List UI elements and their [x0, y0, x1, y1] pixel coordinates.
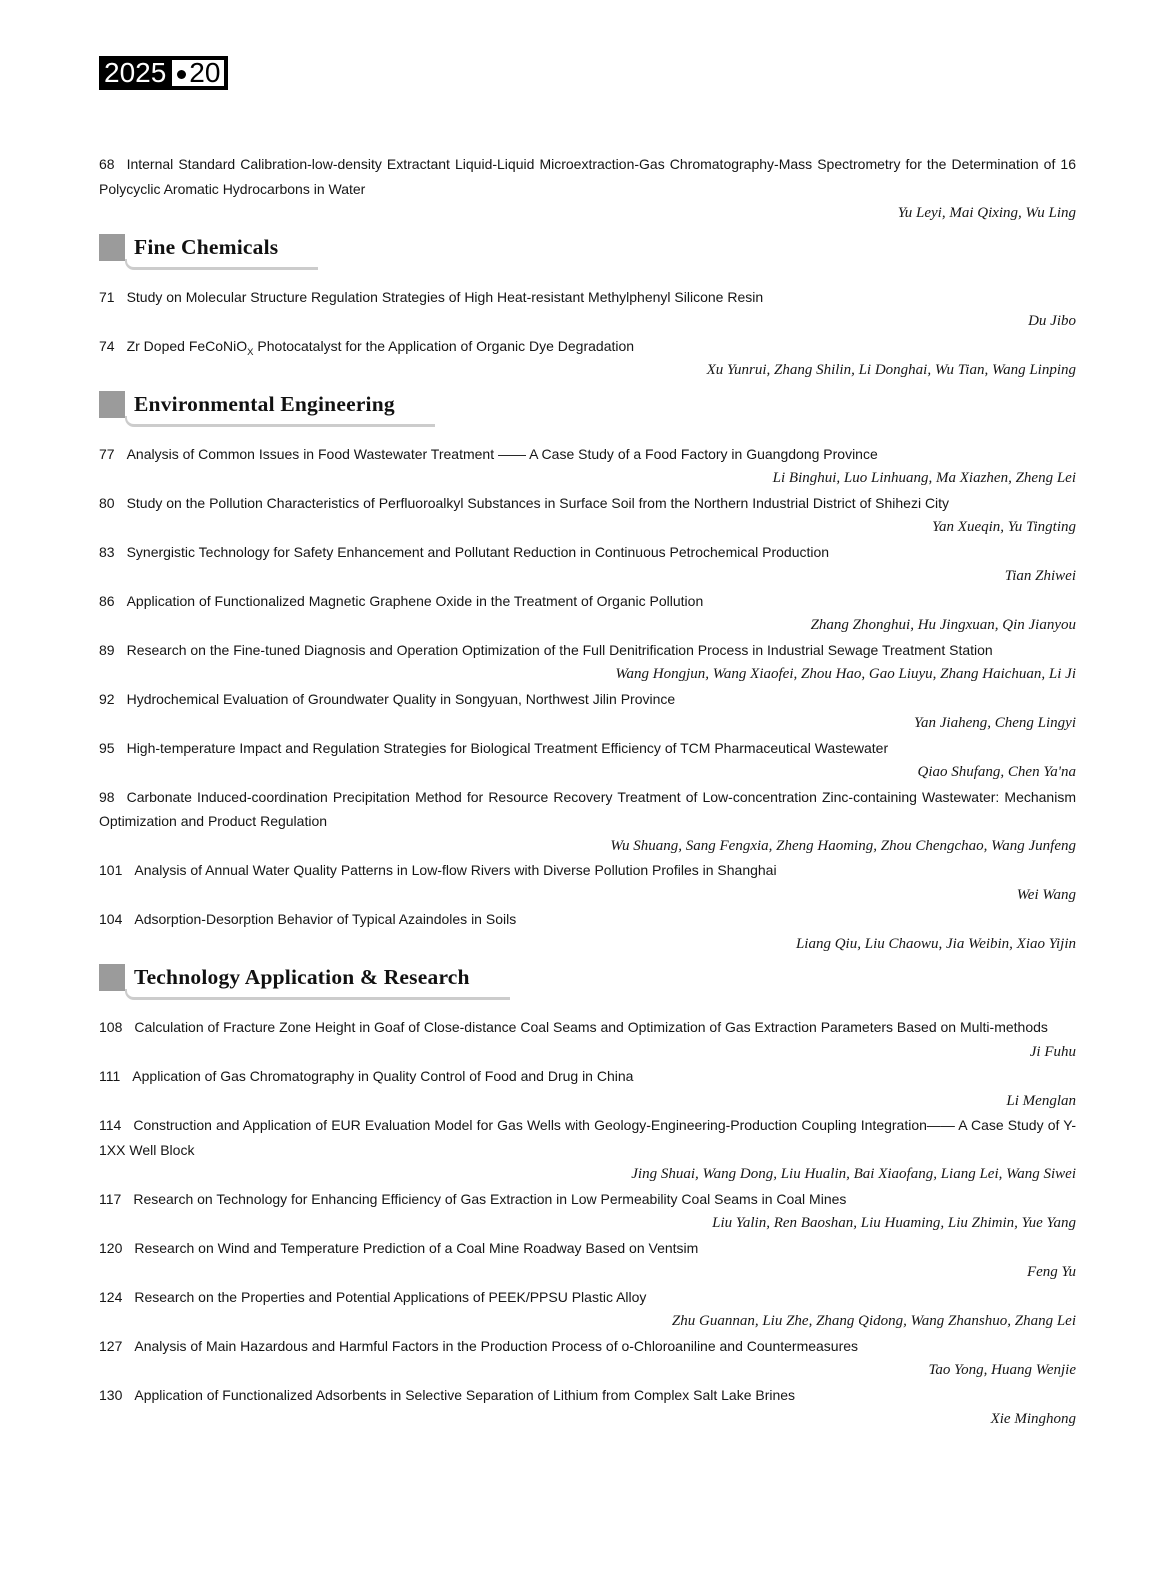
- logo-year: 2025: [104, 57, 167, 88]
- entry-title: [99, 1064, 1076, 1089]
- entry-title-text: Application of Gas Chromatography in Quality Control of Food and Drug in China: [132, 1068, 634, 1084]
- toc-entry: [99, 491, 1076, 540]
- entry-page-number: 124: [99, 1288, 123, 1305]
- entry-title-text: Application of Functionalized Adsorbents in Selective Separation of Lithium from Complex Salt Lake Brines: [134, 1386, 796, 1403]
- entry-page-number: 104: [99, 911, 123, 927]
- entry-page-number: 108: [99, 1019, 123, 1035]
- entry-title: [99, 1334, 1076, 1359]
- entry-authors: Xie Minghong: [990, 1411, 1076, 1427]
- entry-title: [99, 540, 1076, 565]
- entry-title-text: Hydrochemical Evaluation of Groundwater Quality in Songyuan, Northwest Jilin Province: [126, 690, 676, 707]
- section-underline: [125, 989, 510, 1000]
- entry-title-text: High-temperature Impact and Regulation Strategies for Biological Treatment Efficiency of TCM Pharmaceutical Wastewater: [126, 739, 889, 756]
- toc-entry: [99, 1113, 1076, 1187]
- entry-page-number: 114: [99, 1117, 122, 1133]
- toc-entry: [99, 540, 1076, 589]
- entry-title: [99, 491, 1076, 516]
- entry-title: [99, 1236, 1076, 1261]
- toc-entry: [99, 1383, 1076, 1432]
- section-title: Environmental Engineering: [134, 391, 395, 416]
- toc-entry: [99, 638, 1076, 687]
- entry-authors: Yan Xueqin, Yu Tingting: [932, 519, 1076, 535]
- entry-title-text: Internal Standard Calibration-low-density Extractant Liquid-Liquid Microextraction-Gas Chromatography-Mass Spectrometry for the Determination of 16 Polycyclic Aromatic Hydrocarbons in Water: [99, 156, 1076, 197]
- entry-page-number: 101: [99, 862, 123, 878]
- section-underline: [125, 416, 435, 427]
- entry-authors: Yu Leyi, Mai Qixing, Wu Ling: [897, 205, 1076, 221]
- entry-authors: Wu Shuang, Sang Fengxia, Zheng Haoming, Zhou Chengchao, Wang Junfeng: [610, 837, 1076, 854]
- toc-entry: [99, 589, 1076, 638]
- entry-title-text: Study on Molecular Structure Regulation Strategies of High Heat-resistant Methylphenyl Silicone Resin: [126, 288, 764, 305]
- entry-title: [99, 1113, 1076, 1162]
- entry-authors: Feng Yu: [1026, 1264, 1076, 1280]
- entry-page-number: 130: [99, 1386, 123, 1403]
- toc-entry: [99, 1285, 1076, 1334]
- entry-title-text: Carbonate Induced-coordination Precipitation Method for Resource Recovery Treatment of Low-concentration Zinc-containing Wastewater: Mechanism Optimization and Product Regulation: [99, 788, 1076, 829]
- entry-title: [99, 638, 1076, 663]
- entry-title-text: Analysis of Annual Water Quality Patterns in Low-flow Rivers with Diverse Pollution Profiles in Shanghai: [134, 862, 777, 878]
- toc-entry: [99, 687, 1076, 736]
- toc-entry: [99, 1064, 1076, 1113]
- entry-title: [99, 687, 1076, 712]
- entry-title: [99, 589, 1076, 614]
- entry-page-number: 117: [99, 1190, 122, 1207]
- entry-title: [99, 152, 1076, 201]
- entry-title: [99, 1187, 1076, 1212]
- toc-entry: [99, 1236, 1076, 1285]
- entry-title: [99, 442, 1076, 467]
- section-underline: [125, 259, 318, 270]
- toc-entry: [99, 785, 1076, 859]
- entry-title: [99, 858, 1076, 883]
- entry-page-number: 68: [99, 156, 115, 172]
- entry-page-number: 127: [99, 1337, 123, 1354]
- section-header-inner: [99, 234, 278, 261]
- issue-logo: [99, 56, 228, 90]
- entry-title-text: Analysis of Main Hazardous and Harmful Factors in the Production Process of o-Chloroaniline and Countermeasures: [134, 1337, 859, 1354]
- entry-title-text: Zr Doped FeCoNiO$_X$ Photocatalyst for the Application of Organic Dye Degradation: [126, 337, 635, 358]
- entry-page-number: 95: [99, 739, 115, 756]
- entry-authors: Li Menglan: [1006, 1092, 1076, 1109]
- entry-page-number: 74: [99, 337, 115, 354]
- toc-entry: [99, 858, 1076, 907]
- section-header-row: [99, 964, 1076, 1001]
- entry-authors: Tian Zhiwei: [1004, 568, 1076, 584]
- section-header: [99, 964, 470, 1001]
- entry-title: [99, 334, 1076, 359]
- entry-page-number: 86: [99, 592, 115, 609]
- entry-title: [99, 736, 1076, 761]
- toc-entry: [99, 907, 1076, 956]
- toc-entry: [99, 285, 1076, 334]
- entry-authors: Jing Shuai, Wang Dong, Liu Hualin, Bai Xiaofang, Liang Lei, Wang Siwei: [631, 1166, 1076, 1182]
- logo-dot-icon: [177, 70, 186, 79]
- entry-page-number: 98: [99, 788, 115, 805]
- entry-title: [99, 907, 1076, 932]
- section-header-row: [99, 391, 1076, 428]
- section-title: Technology Application & Research: [134, 965, 470, 989]
- entry-page-number: 111: [99, 1068, 121, 1084]
- toc-entry: [99, 152, 1076, 226]
- entry-page-number: 80: [99, 494, 115, 511]
- entry-title-text: Synergistic Technology for Safety Enhancement and Pollutant Reduction in Continuous Petrochemical Production: [126, 543, 830, 560]
- section-header-inner: [99, 391, 395, 418]
- entry-authors: Zhang Zhonghui, Hu Jingxuan, Qin Jianyou: [810, 617, 1076, 633]
- toc-entry: [99, 736, 1076, 785]
- entry-authors: Qiao Shufang, Chen Ya'na: [917, 764, 1076, 780]
- section-header-row: [99, 234, 1076, 271]
- entry-title-text: Calculation of Fracture Zone Height in Goaf of Close-distance Coal Seams and Optimization of Gas Extraction Parameters Based on Multi-methods: [134, 1019, 1048, 1035]
- entry-page-number: 83: [99, 543, 115, 560]
- entry-authors: Du Jibo: [1028, 313, 1076, 329]
- section-header-inner: [99, 964, 470, 991]
- entry-authors: Ji Fuhu: [1029, 1043, 1076, 1060]
- entry-title-text: Study on the Pollution Characteristics of Perfluoroalkyl Substances in Surface Soil from the Northern Industrial District of Shihezi City: [126, 494, 950, 511]
- entry-title-text: Research on Technology for Enhancing Efficiency of Gas Extraction in Low Permeability Coal Seams in Coal Mines: [133, 1190, 847, 1207]
- entry-title: [99, 1285, 1076, 1310]
- toc-entry: [99, 334, 1076, 383]
- entry-page-number: 92: [99, 690, 115, 707]
- entry-authors: Xu Yunrui, Zhang Shilin, Li Donghai, Wu Tian, Wang Linping: [706, 362, 1076, 378]
- toc-entry: [99, 442, 1076, 491]
- entry-authors: Li Binghui, Luo Linhuang, Ma Xiazhen, Zheng Lei: [772, 470, 1076, 486]
- entry-authors: Yan Jiaheng, Cheng Lingyi: [914, 715, 1076, 731]
- entry-title: [99, 1383, 1076, 1408]
- entry-authors: Liu Yalin, Ren Baoshan, Liu Huaming, Liu Zhimin, Yue Yang: [712, 1215, 1076, 1231]
- entry-title: [99, 1015, 1076, 1040]
- section-header: [99, 391, 395, 428]
- entry-title-text: Analysis of Common Issues in Food Wastewater Treatment —— A Case Study of a Food Factory in Guangdong Province: [126, 445, 878, 462]
- entry-page-number: 77: [99, 445, 115, 462]
- entry-page-number: 120: [99, 1239, 123, 1256]
- entry-page-number: 89: [99, 641, 115, 658]
- entry-title-text: Research on the Fine-tuned Diagnosis and Operation Optimization of the Full Denitrification Process in Industrial Sewage Treatment Station: [126, 641, 993, 658]
- section-square-icon: [99, 391, 125, 418]
- entry-title-text: Research on the Properties and Potential Applications of PEEK/PPSU Plastic Alloy: [134, 1288, 647, 1305]
- entry-title-text: Adsorption-Desorption Behavior of Typical Azaindoles in Soils: [134, 911, 517, 927]
- entry-page-number: 71: [99, 288, 115, 305]
- logo-issue-box: [172, 57, 224, 88]
- entry-title-text: Application of Functionalized Magnetic Graphene Oxide in the Treatment of Organic Pollution: [126, 592, 704, 609]
- entry-title-text: Construction and Application of EUR Evaluation Model for Gas Wells with Geology-Engineering-Production Coupling Integration—— A Case Study of Y-1XX Well Block: [99, 1117, 1076, 1158]
- section-header: [99, 234, 278, 271]
- section-square-icon: [99, 964, 125, 991]
- toc-entry: [99, 1334, 1076, 1383]
- entry-title: [99, 785, 1076, 834]
- entry-title: [99, 285, 1076, 310]
- entry-authors: Wei Wang: [1016, 886, 1076, 903]
- toc-body: [99, 152, 1076, 1432]
- entry-authors: Liang Qiu, Liu Chaowu, Jia Weibin, Xiao Yijin: [795, 935, 1076, 952]
- toc-entry: [99, 1187, 1076, 1236]
- logo-issue-number: 20: [189, 57, 221, 88]
- section-title: Fine Chemicals: [134, 234, 279, 259]
- entry-authors: Wang Hongjun, Wang Xiaofei, Zhou Hao, Gao Liuyu, Zhang Haichuan, Li Ji: [615, 666, 1076, 682]
- toc-entry: [99, 1015, 1076, 1064]
- entry-authors: Zhu Guannan, Liu Zhe, Zhang Qidong, Wang Zhanshuo, Zhang Lei: [671, 1313, 1076, 1329]
- section-square-icon: [99, 234, 125, 261]
- entry-title-text: Research on Wind and Temperature Prediction of a Coal Mine Roadway Based on Ventsim: [134, 1239, 699, 1256]
- entry-authors: Tao Yong, Huang Wenjie: [928, 1362, 1076, 1378]
